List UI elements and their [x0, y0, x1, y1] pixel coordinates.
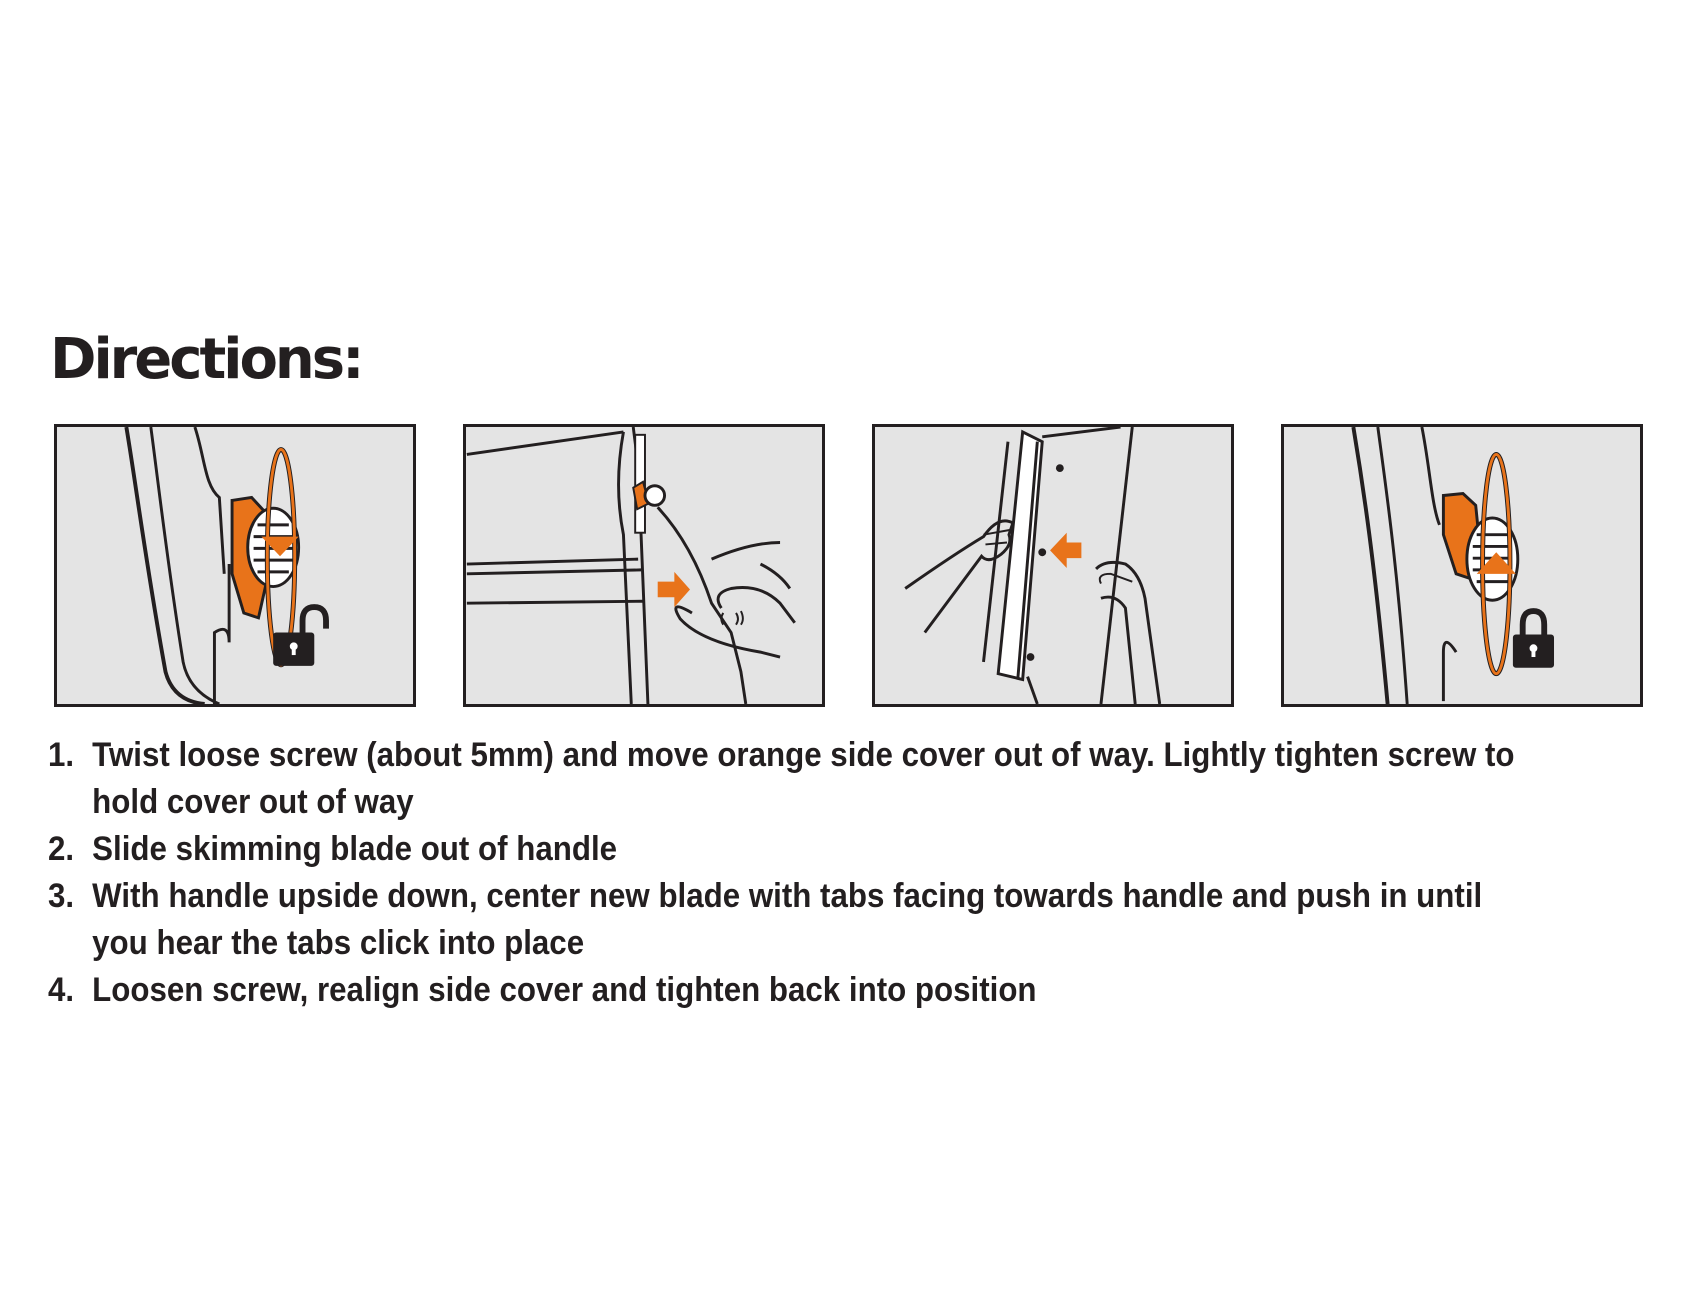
page-title: Directions: — [50, 327, 362, 392]
step-2-illustration — [463, 424, 825, 707]
step-1-illustration — [54, 424, 416, 707]
step-item — [48, 826, 1520, 873]
step-item — [48, 873, 1520, 967]
step-text: Twist loose screw (about 5mm) and move orange side cover out of way. Lightly tighten screw to hold cover out of way — [92, 736, 1515, 821]
step-text: Slide skimming blade out of handle — [92, 830, 618, 868]
step-text: With handle upside down, center new blade with tabs facing towards handle and push in until you hear the tabs click into place — [92, 877, 1483, 962]
blade-removal-drawing — [466, 427, 822, 704]
step-number: 3. — [48, 877, 75, 915]
step-item — [48, 967, 1520, 1014]
push-arrow-icon — [658, 572, 690, 607]
step-number: 1. — [48, 736, 75, 774]
unlocked-padlock-icon — [273, 607, 326, 666]
blade-insert-drawing — [875, 427, 1231, 704]
screw-tighten-drawing — [1284, 427, 1640, 704]
step-number: 4. — [48, 971, 75, 1009]
step-4-illustration — [1281, 424, 1643, 707]
step-number: 2. — [48, 830, 75, 868]
step-3-illustration — [872, 424, 1234, 707]
step-item — [48, 732, 1520, 826]
insert-arrow-icon — [1050, 533, 1081, 568]
locked-padlock-icon — [1513, 611, 1554, 668]
directions-list — [48, 732, 1520, 1014]
illustration-strip — [54, 424, 1644, 709]
step-text: Loosen screw, realign side cover and tighten back into position — [92, 971, 1037, 1009]
screw-loosen-drawing — [57, 427, 413, 704]
